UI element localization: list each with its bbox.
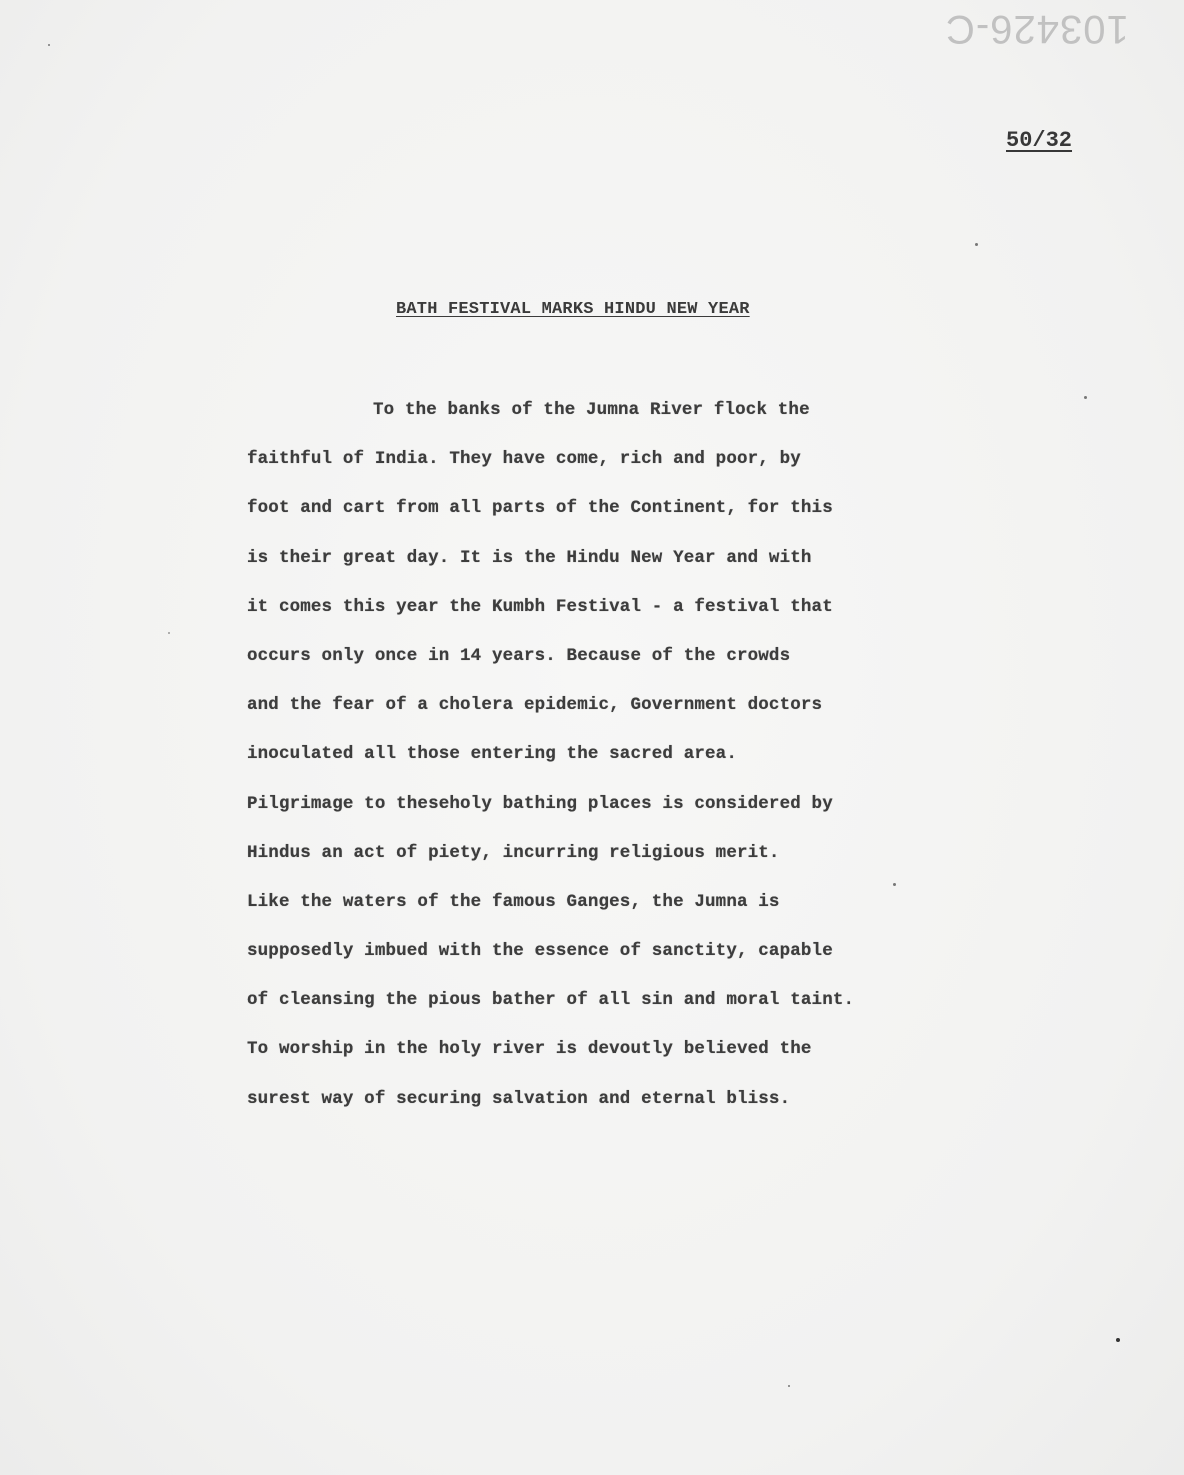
text-line: of cleansing the pious bather of all sin and moral taint.	[247, 990, 855, 1011]
page-number: 50/32	[1006, 128, 1073, 153]
archive-stamp: 103426-C	[945, 7, 1129, 51]
text-line: Pilgrimage to theseholy bathing places is considered by	[247, 793, 833, 814]
text-line: To worship in the holy river is devoutly believed the	[247, 1039, 812, 1060]
text-line: To the banks of the Jumna River flock the	[373, 400, 810, 420]
body-text	[247, 396, 987, 1134]
paper-speck	[788, 1385, 790, 1387]
text-line: inoculated all those entering the sacred area.	[247, 744, 737, 765]
text-line: occurs only once in 14 years. Because of the crowds	[247, 645, 791, 666]
text-line: faithful of India. They have come, rich and poor, by	[247, 449, 801, 470]
text-line: Hindus an act of piety, incurring religious merit.	[247, 842, 780, 863]
text-line: it comes this year the Kumbh Festival - a festival that	[247, 596, 833, 617]
paper-speck	[1116, 1338, 1120, 1342]
text-line: supposedly imbued with the essence of sanctity, capable	[247, 941, 833, 962]
text-line: surest way of securing salvation and eternal bliss.	[247, 1088, 791, 1109]
document-title: BATH FESTIVAL MARKS HINDU NEW YEAR	[396, 300, 750, 319]
text-line: foot and cart from all parts of the Continent, for this	[247, 498, 833, 519]
paper-speck	[975, 243, 978, 246]
paper-speck	[893, 883, 896, 886]
text-line: is their great day. It is the Hindu New Year and with	[247, 547, 812, 568]
paper-speck	[48, 44, 50, 46]
paper-speck	[168, 632, 170, 634]
text-line: Like the waters of the famous Ganges, the Jumna is	[247, 891, 780, 912]
paper-speck	[1084, 396, 1087, 399]
text-line: and the fear of a cholera epidemic, Government doctors	[247, 695, 823, 716]
